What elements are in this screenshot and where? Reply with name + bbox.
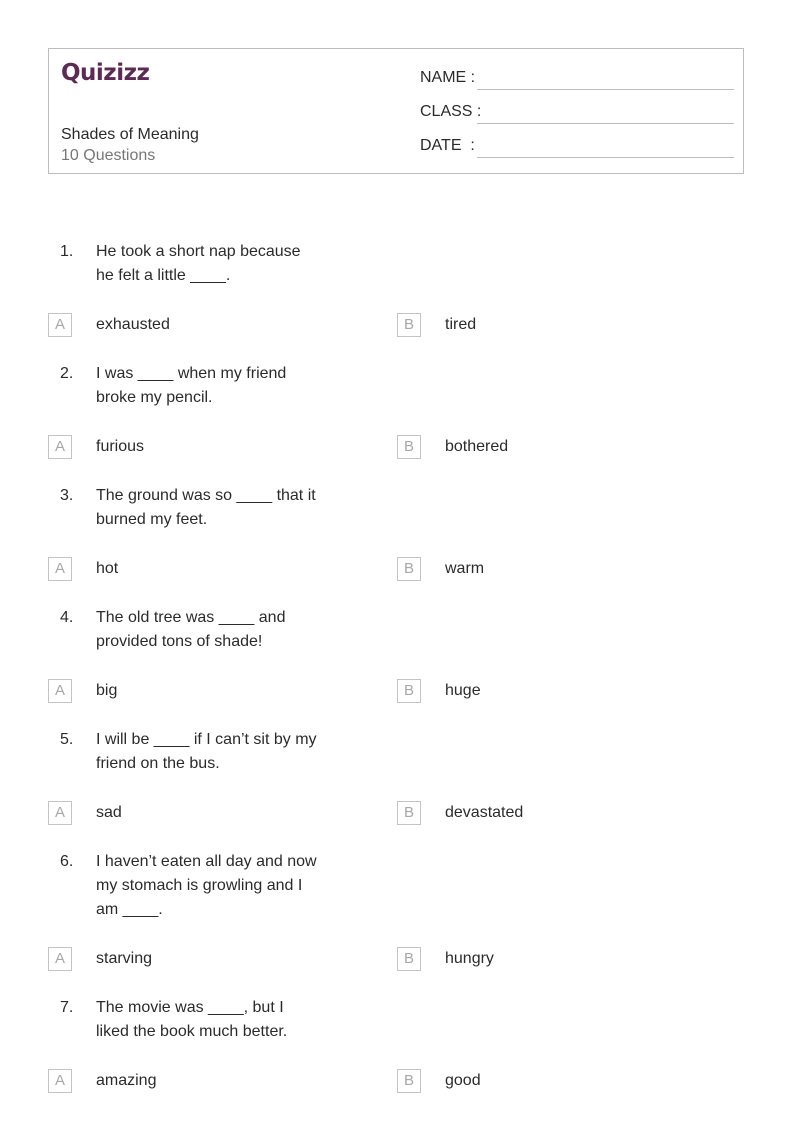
name-label: NAME :	[420, 69, 476, 86]
option-text: tired	[445, 316, 477, 333]
question-number: 7.	[60, 999, 74, 1016]
question-text: The movie was ____, but I liked the book much better.	[96, 999, 288, 1040]
option-letter: A	[48, 947, 72, 971]
option-text: sad	[96, 804, 122, 821]
date-label: DATE :	[420, 137, 475, 154]
question-count: 10 Questions	[61, 147, 156, 164]
option-text: hungry	[445, 950, 494, 967]
option-text: warm	[445, 560, 485, 577]
option-text: exhausted	[96, 316, 170, 333]
name-field[interactable]	[420, 68, 734, 92]
class-field[interactable]	[420, 102, 734, 126]
option-letter: A	[48, 679, 72, 703]
option-letter: B	[397, 557, 421, 581]
option-letter: A	[48, 313, 72, 337]
worksheet-header	[48, 48, 744, 174]
question-number: 4.	[60, 609, 74, 626]
question-number: 3.	[60, 487, 74, 504]
option-letter: B	[397, 801, 421, 825]
option-letter: A	[48, 557, 72, 581]
class-label: CLASS :	[420, 103, 482, 120]
date-field[interactable]	[420, 136, 734, 160]
question-text: I haven’t eaten all day and now my stomach is growling and I am ____.	[96, 853, 317, 918]
option-text: furious	[96, 438, 145, 455]
option-text: hot	[96, 560, 119, 577]
option-text: starving	[96, 950, 153, 967]
question-text: I will be ____ if I can’t sit by my friend on the bus.	[96, 731, 317, 772]
option-text: huge	[445, 682, 481, 699]
date-line[interactable]	[477, 157, 734, 158]
question-text: He took a short nap because he felt a little ____.	[96, 243, 301, 284]
question-number: 1.	[60, 243, 74, 260]
class-line[interactable]	[477, 123, 734, 124]
question-text: The old tree was ____ and provided tons of shade!	[96, 609, 286, 650]
question-text: The ground was so ____ that it burned my feet.	[96, 487, 316, 528]
option-text: amazing	[96, 1072, 157, 1089]
question-number: 6.	[60, 853, 74, 870]
option-letter: B	[397, 313, 421, 337]
option-letter: B	[397, 435, 421, 459]
option-letter: B	[397, 947, 421, 971]
option-text: devastated	[445, 804, 524, 821]
name-line[interactable]	[477, 89, 734, 90]
question-number: 5.	[60, 731, 74, 748]
option-text: bothered	[445, 438, 509, 455]
question-text: I was ____ when my friend broke my pencil.	[96, 365, 287, 406]
option-letter: A	[48, 1069, 72, 1093]
option-text: good	[445, 1072, 481, 1089]
option-text: big	[96, 682, 118, 699]
option-letter: A	[48, 801, 72, 825]
option-letter: B	[397, 1069, 421, 1093]
option-letter: A	[48, 435, 72, 459]
worksheet-title: Shades of Meaning	[61, 126, 199, 143]
question-number: 2.	[60, 365, 74, 382]
quizizz-logo: Quizizz	[61, 60, 150, 86]
option-letter: B	[397, 679, 421, 703]
